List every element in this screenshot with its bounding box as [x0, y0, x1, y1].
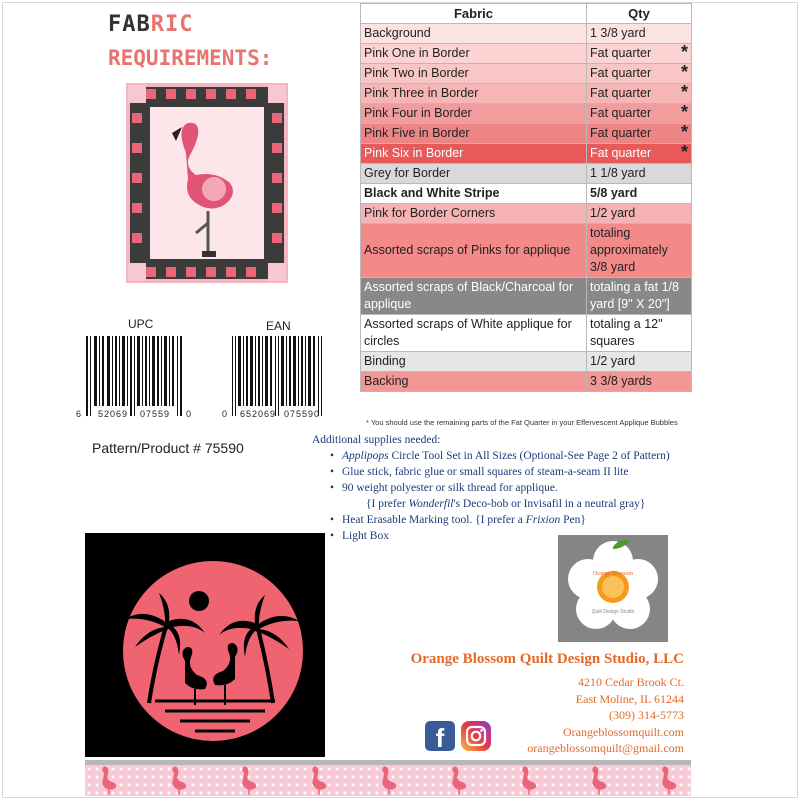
ean-digit-3: 075590: [284, 409, 321, 419]
logo-text-main: Orange Blossom: [592, 571, 634, 577]
table-row: [361, 84, 692, 104]
qty-text: 1 1/8 yard: [590, 166, 646, 180]
table-row: [361, 104, 692, 124]
qty-text: 1/2 yard: [590, 206, 636, 220]
qty-text: 1 3/8 yard: [590, 26, 646, 40]
instagram-icon[interactable]: [461, 721, 491, 751]
product-number: Pattern/Product # 75590: [92, 440, 244, 456]
fabric-qty-cell: [587, 24, 692, 44]
ean-digit-2: 652069: [240, 409, 277, 419]
address-line-1: 4210 Cedar Brook Ct.: [578, 675, 684, 689]
thread-preference: {I prefer Wonderfil's Deco-bob or Invisafil in a neutral gray}: [366, 498, 646, 510]
fabric-name-cell: Assorted scraps of White applique for circles: [361, 315, 587, 352]
fabric-name-cell: Grey for Border: [361, 164, 587, 184]
list-item: • Heat Erasable Marking tool. {I prefer a Frixion Pen}: [330, 512, 670, 528]
table-row: [361, 278, 692, 315]
asterisk-marker: *: [680, 42, 688, 62]
asterisk-marker: *: [680, 142, 688, 162]
flamingo-pattern: [85, 765, 691, 796]
fabric-qty-cell: [587, 124, 692, 144]
qty-text: Fat quarter: [590, 106, 652, 120]
qty-text: 5/8 yard: [590, 186, 638, 200]
asterisk-marker: *: [680, 82, 688, 102]
qty-text: 1/2 yard: [590, 354, 636, 368]
table-row: [361, 184, 692, 204]
qty-text: 3 3/8 yards: [590, 374, 652, 388]
fabric-name-cell: Pink Five in Border: [361, 124, 587, 144]
qty-text: Fat quarter: [590, 86, 652, 100]
table-body: [361, 24, 692, 392]
list-item: • 90 weight polyester or silk thread for applique.: [330, 480, 670, 496]
table-row: [361, 164, 692, 184]
fabric-table: [360, 3, 692, 392]
table-row: [361, 144, 692, 164]
fabric-qty-cell: [587, 44, 692, 64]
ean-label: EAN: [266, 319, 291, 333]
title-fabric: FABRIC: [108, 12, 194, 37]
qty-text: Fat quarter: [590, 66, 652, 80]
fabric-qty-cell: [587, 352, 692, 372]
fabric-name-cell: Pink for Border Corners: [361, 204, 587, 224]
qty-text: Fat quarter: [590, 126, 652, 140]
address-line-2: East Moline, IL 61244: [575, 691, 684, 706]
upc-digit-4: 0: [186, 409, 193, 419]
fabric-name-cell: Pink Four in Border: [361, 104, 587, 124]
fabric-name-cell: Background: [361, 24, 587, 44]
fabric-name-cell: Pink Three in Border: [361, 84, 587, 104]
fat-quarter-note: * You should use the remaining parts of the Fat Quarter in your Effervescent Applique Bubbles: [366, 418, 678, 427]
fabric-name-cell: Pink Six in Border: [361, 144, 587, 164]
list-item: • Glue stick, fabric glue or small squares of steam-a-seam II lite: [330, 464, 670, 480]
qty-text: totaling a 12" squares: [590, 317, 663, 348]
upc-barcode: [86, 336, 182, 416]
orange-blossom-logo: [558, 535, 668, 642]
table-row: [361, 352, 692, 372]
table-row: [361, 64, 692, 84]
flamingo-fabric-strip: [85, 760, 691, 796]
quilt-image: [126, 83, 288, 283]
fabric-name-cell: Backing: [361, 372, 587, 392]
ean-barcode: [232, 336, 328, 416]
qty-text: Fat quarter: [590, 46, 652, 60]
supplies-section: [312, 434, 670, 544]
table-row: [361, 24, 692, 44]
upc-digit-3: 07559: [140, 409, 171, 419]
fabric-qty-cell: [587, 278, 692, 315]
table-row: [361, 124, 692, 144]
asterisk-marker: *: [680, 122, 688, 142]
phone-number: (309) 314-5773: [609, 708, 684, 722]
fabric-qty-cell: [587, 315, 692, 352]
fabric-qty-cell: [587, 224, 692, 278]
qty-text: totaling a fat 1/8 yard [9" X 20"]: [590, 280, 679, 311]
fabric-name-cell: Binding: [361, 352, 587, 372]
flamingo-sunset-art: [85, 533, 325, 757]
table-row: [361, 224, 692, 278]
asterisk-marker: *: [680, 102, 688, 122]
table-header-row: [361, 4, 692, 24]
fabric-qty-cell: [587, 164, 692, 184]
table-row: [361, 44, 692, 64]
list-item: • Applipops Circle Tool Set in All Sizes (Optional-See Page 2 of Pattern): [330, 448, 670, 464]
table-row: [361, 315, 692, 352]
upc-label: UPC: [128, 317, 154, 331]
table-row: [361, 204, 692, 224]
ean-digit-1: 0: [222, 409, 229, 419]
supplies-heading: Additional supplies needed:: [312, 434, 441, 446]
company-name: Orange Blossom Quilt Design Studio, LLC: [410, 651, 684, 667]
fabric-name-cell: Assorted scraps of Black/Charcoal for applique: [361, 278, 587, 315]
facebook-icon[interactable]: f: [425, 721, 455, 751]
fabric-name-cell: Pink One in Border: [361, 44, 587, 64]
header-fabric: Fabric: [361, 4, 587, 24]
fabric-name-cell: Black and White Stripe: [361, 184, 587, 204]
fabric-name-cell: Pink Two in Border: [361, 64, 587, 84]
upc-digit-1: 6: [76, 409, 83, 419]
supplies-list: [330, 448, 670, 544]
title-requirements: REQUIREMENTS:: [108, 46, 273, 70]
fabric-qty-cell: [587, 184, 692, 204]
qty-text: totaling approximately 3/8 yard: [590, 226, 668, 274]
website-link[interactable]: Orangeblossomquilt.com: [563, 724, 684, 739]
table-row: [361, 372, 692, 392]
header-qty: Qty: [587, 4, 692, 24]
fabric-qty-cell: [587, 104, 692, 124]
fabric-qty-cell: [587, 64, 692, 84]
fabric-qty-cell: [587, 372, 692, 392]
qty-text: Fat quarter: [590, 146, 652, 160]
logo-text-sub: Quilt Design Studio: [591, 609, 635, 615]
asterisk-marker: *: [680, 62, 688, 82]
fabric-name-cell: Assorted scraps of Pinks for applique: [361, 224, 587, 278]
fabric-qty-cell: [587, 204, 692, 224]
upc-digit-2: 52069: [98, 409, 129, 419]
fabric-qty-cell: [587, 144, 692, 164]
list-item: • Light Box: [330, 528, 670, 544]
email-link[interactable]: orangeblossomquilt@gmail.com: [527, 741, 684, 755]
fabric-qty-cell: [587, 84, 692, 104]
